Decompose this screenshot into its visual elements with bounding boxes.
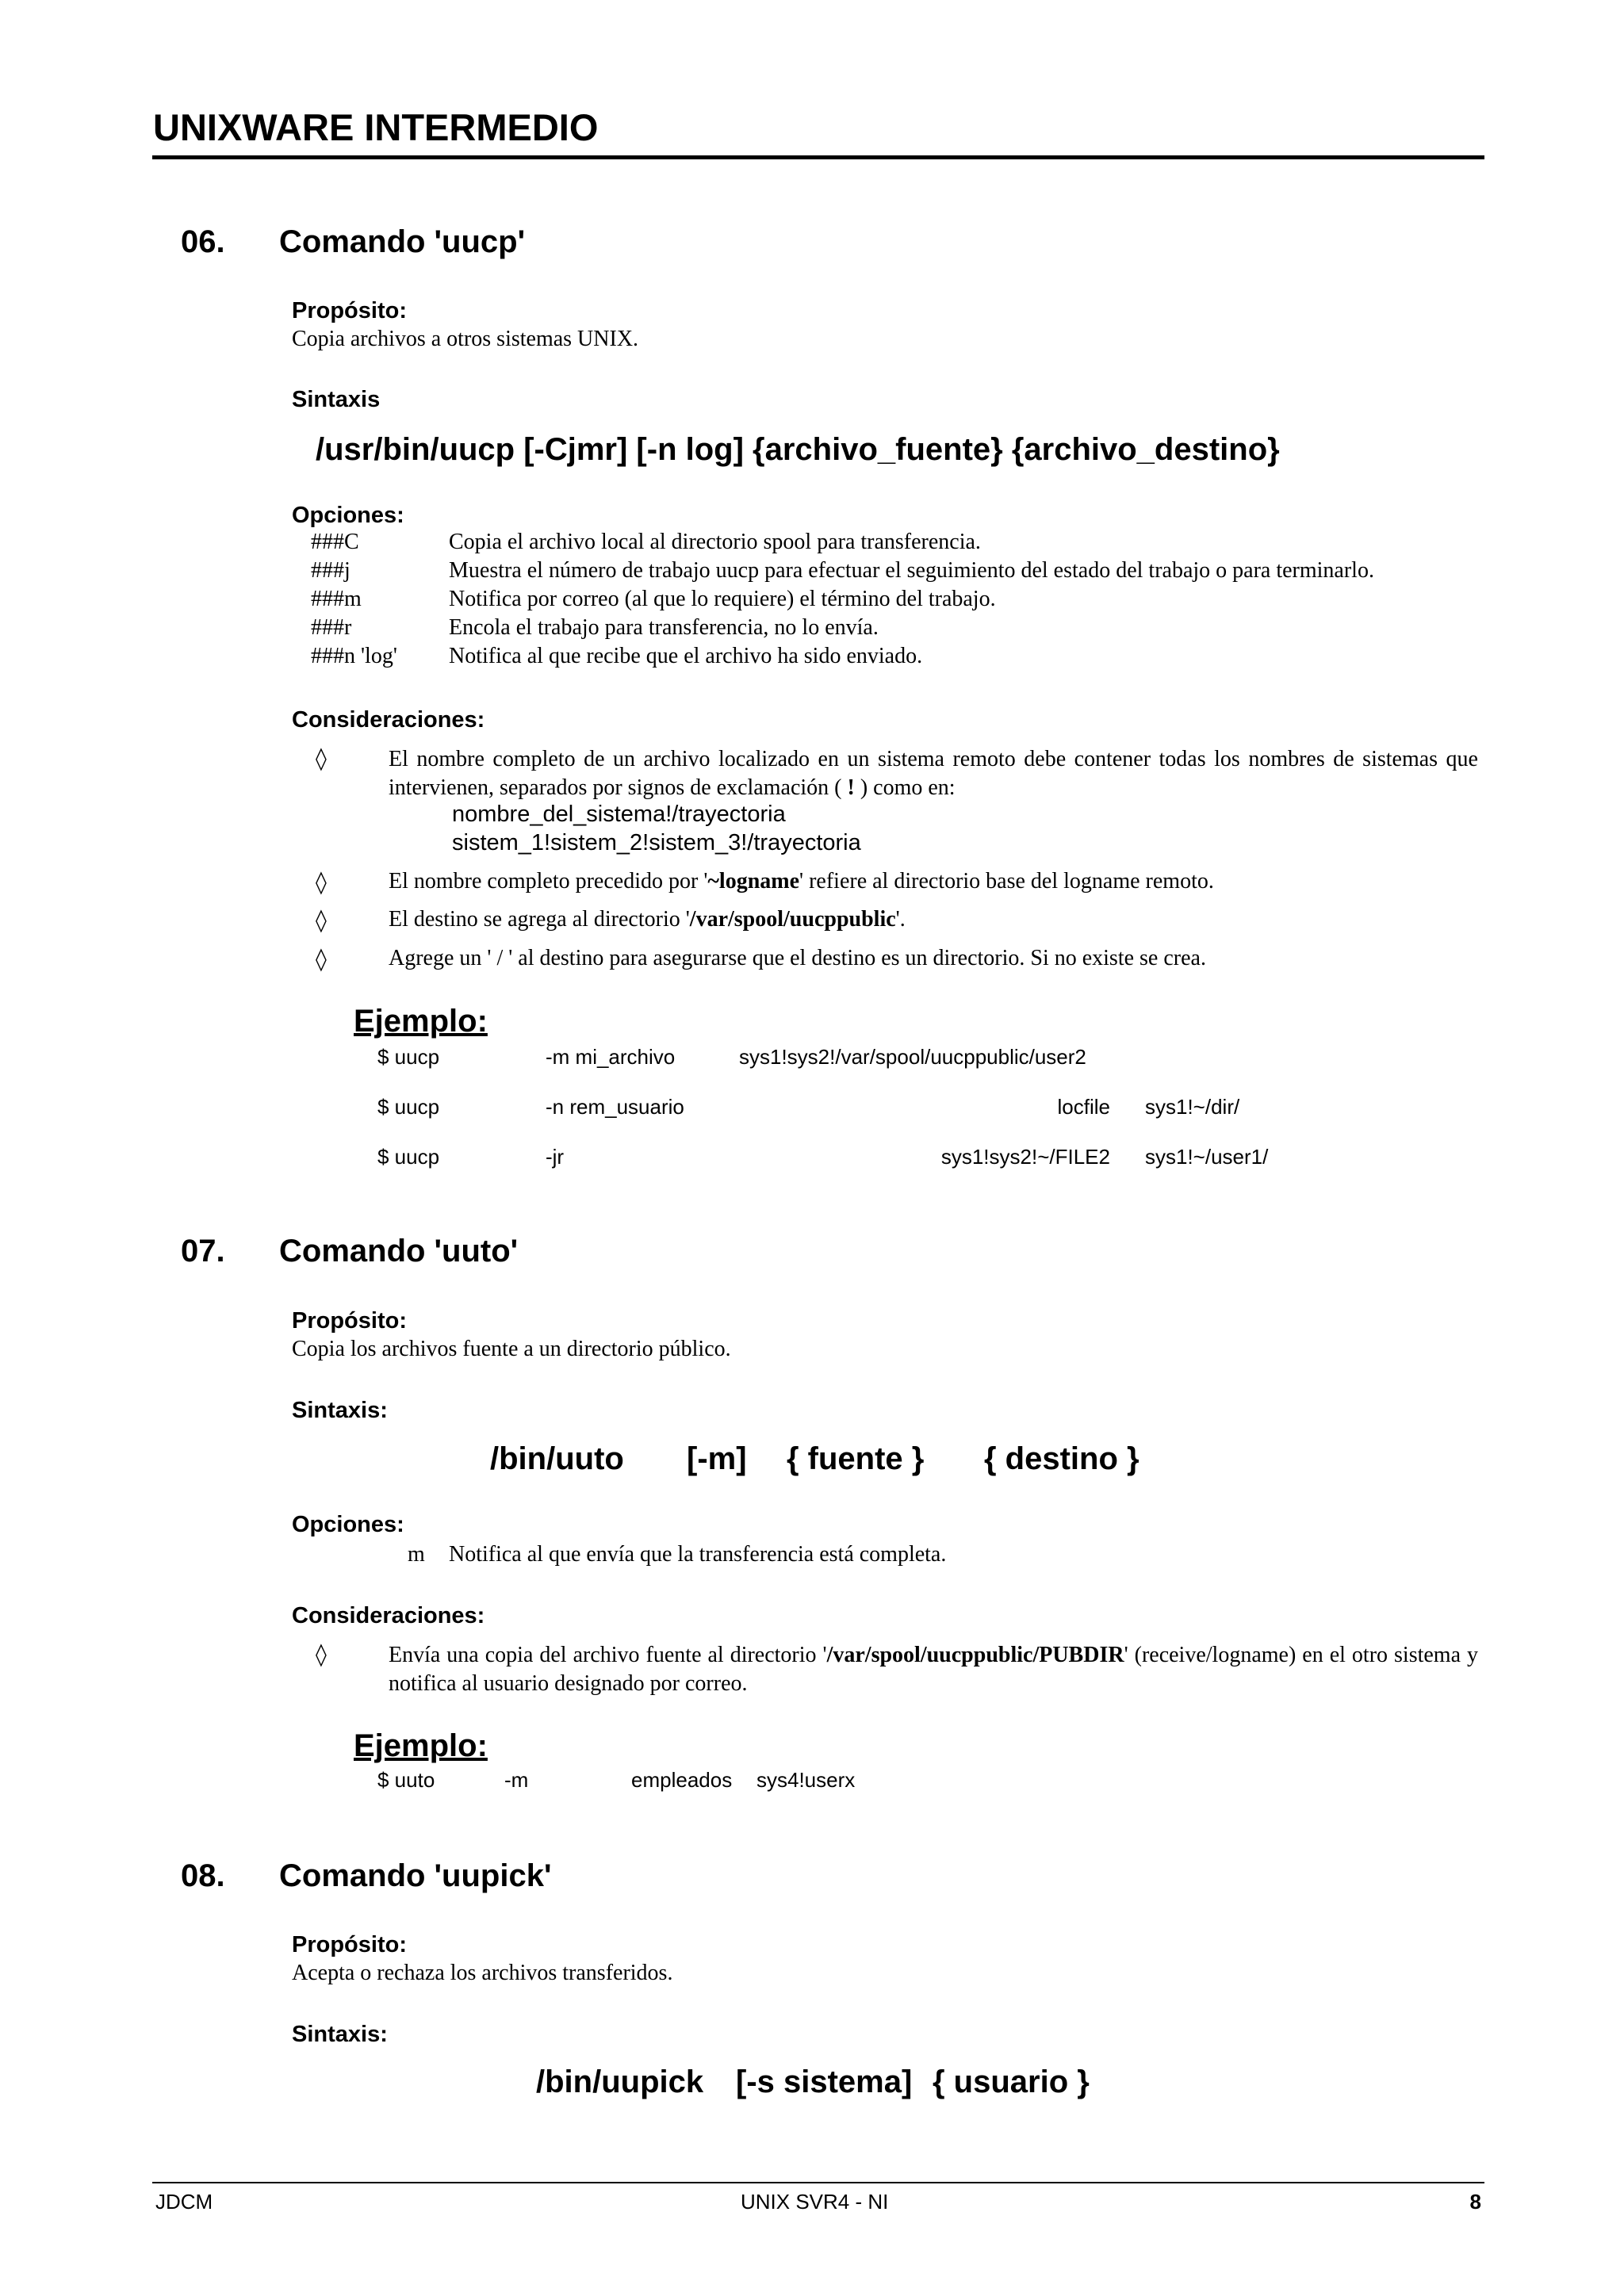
page-header-title: UNIXWARE INTERMEDIO [153,106,599,148]
purpose-label: Propósito: [292,1308,407,1334]
example-arg: empleados [631,1768,733,1792]
example-cmd: $ uucp [377,1095,440,1119]
path-example: sistem_1!sistem_2!sistem_3!/trayectoria [452,830,861,855]
section-title: Comando 'uupick' [279,1858,552,1893]
footer-center-title: UNIX SVR4 - NI [741,2190,889,2214]
option-desc: Notifica al que recibe que el archivo ha sido enviado. [449,644,923,668]
example-option: -m [504,1768,529,1792]
section-title: Comando 'uucp' [279,224,526,259]
example-label: Ejemplo: [354,1728,488,1763]
syntax-option: [-m] [687,1441,747,1476]
footer-author: JDCM [155,2190,213,2214]
syntax-arg: { usuario } [933,2064,1090,2099]
considerations-label: Consideraciones: [292,707,485,733]
bullet-diamond-icon: ◊ [316,1641,327,1667]
options-label: Opciones: [292,503,404,528]
example-cmd: $ uucp [377,1145,440,1169]
path-example: nombre_del_sistema!/trayectoria [452,802,786,827]
option-desc: Notifica por correo (al que lo requiere) el término del trabajo. [449,587,996,611]
option-flag: m [408,1542,425,1567]
consideration-item: Agrege un ' / ' al destino para asegurarse que el destino es un directorio. Si no existe se crea. [389,946,1206,970]
syntax-label: Sintaxis [292,387,381,412]
purpose-text: Copia archivos a otros sistemas UNIX. [292,327,639,351]
syntax-arg: { destino } [984,1441,1139,1476]
purpose-text: Copia los archivos fuente a un directorio público. [292,1337,731,1361]
syntax-arg: { fuente } [787,1441,925,1476]
syntax-command: /bin/uuto [490,1441,624,1476]
option-flag: ###m [311,587,362,611]
consideration-item: El nombre completo de un archivo localizado en un sistema remoto debe contener todas los nombres de sistemas que intervienen, separados por signos de exclamación ( ! ) como en: [389,747,1478,800]
purpose-text: Acepta o rechaza los archivos transferidos. [292,1961,673,1985]
exclamation-sign: ! [847,775,855,800]
syntax-label: Sintaxis: [292,2022,388,2047]
example-arg: sys1!~/user1/ [1145,1145,1269,1169]
example-arg: sys1!sys2!/var/spool/uucppublic/user2 [739,1045,1086,1069]
purpose-label: Propósito: [292,1932,407,1957]
option-desc: Encola el trabajo para transferencia, no lo envía. [449,615,879,640]
consideration-item: El destino se agrega al directorio '/var/spool/uucppublic'. [389,907,906,932]
header-rule [152,155,1484,159]
consideration-item: Envía una copia del archivo fuente al directorio '/var/spool/uucppublic/PUBDIR' (receive/logname) en el otro sistema y notifica al usuario designado por correo. [389,1643,1478,1696]
section-number: 08. [181,1858,225,1893]
example-cmd: $ uuto [377,1768,435,1792]
footer-rule [152,2182,1484,2183]
example-arg: sys1!~/dir/ [1145,1095,1240,1119]
option-desc: Notifica al que envía que la transferencia está completa. [449,1542,947,1567]
considerations-label: Consideraciones: [292,1603,485,1628]
example-option: -m mi_archivo [546,1045,676,1069]
example-label: Ejemplo: [354,1004,488,1039]
section-number: 06. [181,224,225,259]
example-option: -n rem_usuario [546,1095,684,1119]
syntax-option: [-s sistema] [736,2064,913,2099]
option-flag: ###n 'log' [311,644,397,668]
bullet-diamond-icon: ◊ [316,869,327,895]
purpose-label: Propósito: [292,298,407,323]
syntax-command: /bin/uupick [536,2064,704,2099]
option-flag: ###j [311,558,350,583]
option-desc: Copia el archivo local al directorio spool para transferencia. [449,530,981,554]
bullet-diamond-icon: ◊ [316,745,327,771]
syntax-line: /usr/bin/uucp [-Cjmr] [-n log] {archivo_fuente} {archivo_destino} [316,432,1280,467]
consideration-item: El nombre completo precedido por '~logname' refiere al directorio base del logname remoto. [389,869,1214,894]
example-option: -jr [546,1145,565,1169]
option-flag: ###r [311,615,352,640]
section-title: Comando 'uuto' [279,1234,519,1269]
page-number: 8 [1469,2190,1481,2214]
option-desc: Muestra el número de trabajo uucp para efectuar el seguimiento del estado del trabajo o para terminarlo. [449,558,1374,583]
example-arg: locfile [1057,1095,1110,1119]
option-flag: ###C [311,530,359,554]
options-label: Opciones: [292,1512,404,1537]
bullet-diamond-icon: ◊ [316,946,327,972]
example-cmd: $ uucp [377,1045,440,1069]
example-arg: sys4!userx [756,1768,856,1792]
bullet-diamond-icon: ◊ [316,907,327,933]
syntax-label: Sintaxis: [292,1398,388,1423]
section-number: 07. [181,1234,225,1269]
example-arg: sys1!sys2!~/FILE2 [940,1145,1110,1169]
